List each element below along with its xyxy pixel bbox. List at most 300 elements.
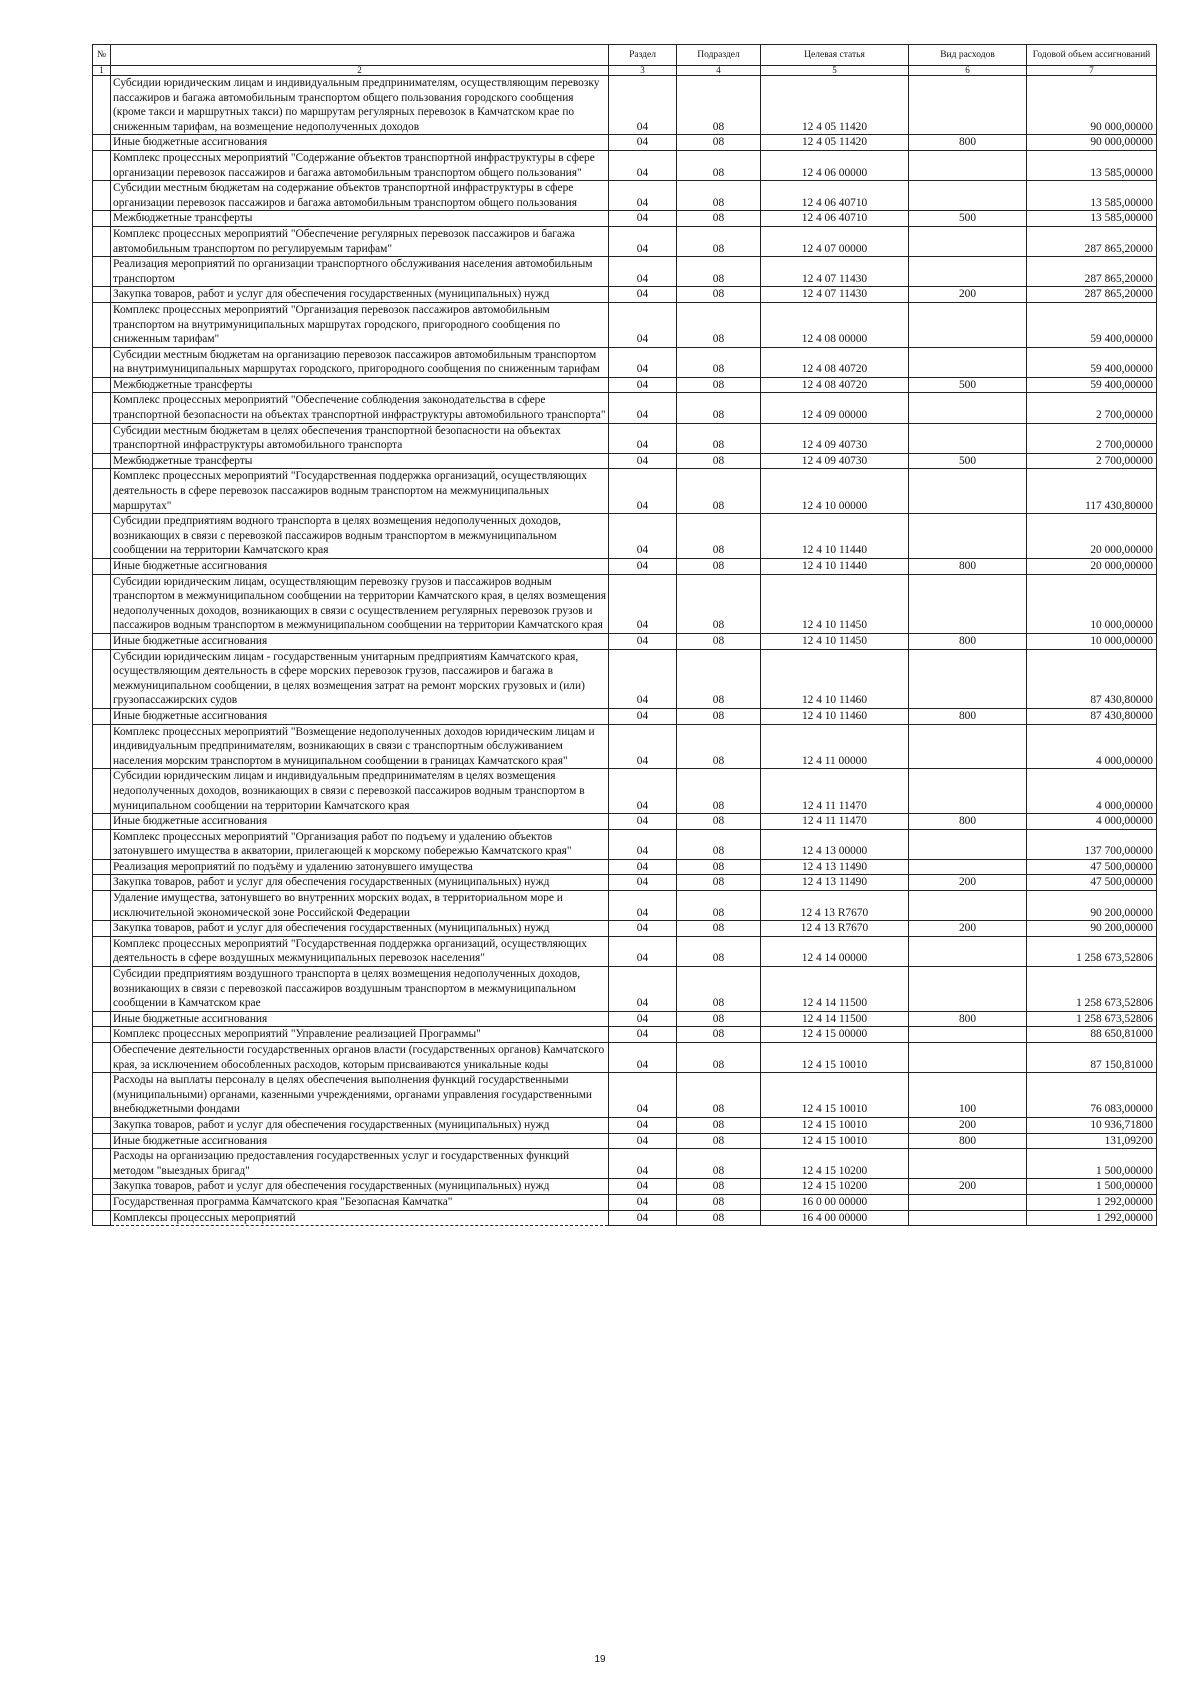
table-row xyxy=(93,76,1157,135)
row-number-cell xyxy=(93,1043,111,1073)
row-amount-cell: 1 258 673,52806 xyxy=(1027,967,1157,1012)
col-header-razdel: Раздел xyxy=(609,45,677,66)
table-row xyxy=(93,921,1157,937)
row-podrazdel-cell: 08 xyxy=(677,1210,761,1226)
row-name-cell: Расходы на организацию предоставления государственных услуг и государственных функций методом "выездных бригад" xyxy=(111,1149,609,1179)
row-number-cell xyxy=(93,377,111,393)
row-amount-cell: 287 865,20000 xyxy=(1027,287,1157,303)
row-name-cell: Межбюджетные трансферты xyxy=(111,211,609,227)
row-vid-cell: 800 xyxy=(909,708,1027,724)
table-row xyxy=(93,257,1157,287)
row-podrazdel-cell: 08 xyxy=(677,829,761,859)
table-row xyxy=(93,724,1157,769)
row-amount-cell: 287 865,20000 xyxy=(1027,226,1157,256)
row-target-cell: 12 4 10 11440 xyxy=(761,559,909,575)
table-row xyxy=(93,181,1157,211)
row-name-cell: Межбюджетные трансферты xyxy=(111,453,609,469)
row-number-cell xyxy=(93,287,111,303)
row-razdel-cell: 04 xyxy=(609,135,677,151)
row-number-cell xyxy=(93,393,111,423)
row-vid-cell xyxy=(909,226,1027,256)
row-podrazdel-cell: 08 xyxy=(677,514,761,559)
row-name-cell: Реализация мероприятий по организации транспортного обслуживания населения автомобильным транспортом xyxy=(111,257,609,287)
col-header-name xyxy=(111,45,609,66)
column-number: 1 xyxy=(93,66,111,76)
row-podrazdel-cell: 08 xyxy=(677,393,761,423)
table-row xyxy=(93,574,1157,633)
row-amount-cell: 2 700,00000 xyxy=(1027,393,1157,423)
row-number-cell xyxy=(93,1073,111,1118)
col-header-vid: Вид расходов xyxy=(909,45,1027,66)
table-row xyxy=(93,302,1157,347)
row-amount-cell: 20 000,00000 xyxy=(1027,559,1157,575)
row-podrazdel-cell: 08 xyxy=(677,150,761,180)
column-numbers-row xyxy=(93,66,1157,76)
row-amount-cell: 1 500,00000 xyxy=(1027,1179,1157,1195)
row-amount-cell: 117 430,80000 xyxy=(1027,469,1157,514)
row-number-cell xyxy=(93,257,111,287)
row-vid-cell: 800 xyxy=(909,1133,1027,1149)
table-row xyxy=(93,135,1157,151)
row-number-cell xyxy=(93,181,111,211)
table-row xyxy=(93,1194,1157,1210)
table-row xyxy=(93,649,1157,708)
row-amount-cell: 87 430,80000 xyxy=(1027,649,1157,708)
row-podrazdel-cell: 08 xyxy=(677,559,761,575)
row-number-cell xyxy=(93,514,111,559)
row-target-cell: 12 4 15 10010 xyxy=(761,1117,909,1133)
row-podrazdel-cell: 08 xyxy=(677,1133,761,1149)
row-amount-cell: 10 000,00000 xyxy=(1027,633,1157,649)
row-vid-cell xyxy=(909,967,1027,1012)
table-row xyxy=(93,936,1157,966)
row-amount-cell: 87 150,81000 xyxy=(1027,1043,1157,1073)
column-number: 2 xyxy=(111,66,609,76)
row-name-cell: Комплекс процессных мероприятий "Обеспечение регулярных перевозок пассажиров и багажа автомобильным транспортом по регулируемым тарифам" xyxy=(111,226,609,256)
table-row xyxy=(93,1133,1157,1149)
row-podrazdel-cell: 08 xyxy=(677,469,761,514)
row-number-cell xyxy=(93,211,111,227)
row-number-cell xyxy=(93,1179,111,1195)
row-amount-cell: 88 650,81000 xyxy=(1027,1027,1157,1043)
row-name-cell: Расходы на выплаты персоналу в целях обеспечения выполнения функций государственными (муниципальными) органами, казенными учреждениями, органами управления государственными внебюджетными фондами xyxy=(111,1073,609,1118)
row-vid-cell: 500 xyxy=(909,377,1027,393)
row-target-cell: 12 4 06 40710 xyxy=(761,211,909,227)
row-podrazdel-cell: 08 xyxy=(677,257,761,287)
row-amount-cell: 90 000,00000 xyxy=(1027,76,1157,135)
row-number-cell xyxy=(93,633,111,649)
row-amount-cell: 1 292,00000 xyxy=(1027,1210,1157,1226)
row-target-cell: 12 4 06 40710 xyxy=(761,181,909,211)
row-target-cell: 12 4 13 R7670 xyxy=(761,891,909,921)
row-razdel-cell: 04 xyxy=(609,724,677,769)
row-amount-cell: 47 500,00000 xyxy=(1027,875,1157,891)
row-number-cell xyxy=(93,574,111,633)
row-name-cell: Государственная программа Камчатского края "Безопасная Камчатка" xyxy=(111,1194,609,1210)
row-razdel-cell: 04 xyxy=(609,514,677,559)
row-vid-cell: 800 xyxy=(909,1011,1027,1027)
table-row xyxy=(93,287,1157,303)
row-target-cell: 12 4 10 11450 xyxy=(761,633,909,649)
row-vid-cell xyxy=(909,859,1027,875)
row-number-cell xyxy=(93,649,111,708)
row-podrazdel-cell: 08 xyxy=(677,1179,761,1195)
row-amount-cell: 10 000,00000 xyxy=(1027,574,1157,633)
row-vid-cell xyxy=(909,514,1027,559)
row-razdel-cell: 04 xyxy=(609,1117,677,1133)
row-vid-cell xyxy=(909,393,1027,423)
row-podrazdel-cell: 08 xyxy=(677,1073,761,1118)
col-header-podrazdel: Подраздел xyxy=(677,45,761,66)
row-amount-cell: 90 200,00000 xyxy=(1027,921,1157,937)
table-row xyxy=(93,226,1157,256)
row-podrazdel-cell: 08 xyxy=(677,814,761,830)
row-amount-cell: 87 430,80000 xyxy=(1027,708,1157,724)
row-target-cell: 12 4 13 R7670 xyxy=(761,921,909,937)
row-vid-cell xyxy=(909,1149,1027,1179)
row-amount-cell: 1 500,00000 xyxy=(1027,1149,1157,1179)
row-number-cell xyxy=(93,302,111,347)
row-target-cell: 12 4 10 00000 xyxy=(761,469,909,514)
row-podrazdel-cell: 08 xyxy=(677,1149,761,1179)
row-number-cell xyxy=(93,1210,111,1226)
row-name-cell: Комплекс процессных мероприятий "Обеспечение соблюдения законодательства в сфере транспортной безопасности на объектах транспортной инфраструктуры автомобильного транспорта" xyxy=(111,393,609,423)
column-number: 4 xyxy=(677,66,761,76)
row-number-cell xyxy=(93,347,111,377)
row-target-cell: 12 4 05 11420 xyxy=(761,135,909,151)
row-target-cell: 12 4 11 11470 xyxy=(761,814,909,830)
table-row xyxy=(93,377,1157,393)
row-vid-cell: 500 xyxy=(909,453,1027,469)
row-name-cell: Иные бюджетные ассигнования xyxy=(111,708,609,724)
column-number: 3 xyxy=(609,66,677,76)
row-podrazdel-cell: 08 xyxy=(677,633,761,649)
row-number-cell xyxy=(93,1027,111,1043)
row-target-cell: 12 4 10 11460 xyxy=(761,649,909,708)
table-row xyxy=(93,469,1157,514)
row-razdel-cell: 04 xyxy=(609,859,677,875)
row-podrazdel-cell: 08 xyxy=(677,76,761,135)
row-vid-cell: 200 xyxy=(909,1179,1027,1195)
table-row xyxy=(93,514,1157,559)
document-page xyxy=(92,44,1156,1226)
table-row xyxy=(93,1073,1157,1118)
row-vid-cell xyxy=(909,181,1027,211)
column-number: 5 xyxy=(761,66,909,76)
row-razdel-cell: 04 xyxy=(609,891,677,921)
row-razdel-cell: 04 xyxy=(609,633,677,649)
row-razdel-cell: 04 xyxy=(609,1149,677,1179)
row-razdel-cell: 04 xyxy=(609,708,677,724)
row-number-cell xyxy=(93,150,111,180)
row-razdel-cell: 04 xyxy=(609,649,677,708)
row-podrazdel-cell: 08 xyxy=(677,574,761,633)
row-name-cell: Иные бюджетные ассигнования xyxy=(111,559,609,575)
row-target-cell: 12 4 13 11490 xyxy=(761,859,909,875)
table-row xyxy=(93,829,1157,859)
row-podrazdel-cell: 08 xyxy=(677,1194,761,1210)
row-name-cell: Закупка товаров, работ и услуг для обеспечения государственных (муниципальных) нужд xyxy=(111,287,609,303)
row-name-cell: Субсидии местным бюджетам на организацию перевозок пассажиров автомобильным транспортом на внутримуниципальных маршрутах городского, пригородного сообщения по сниженным тарифам xyxy=(111,347,609,377)
row-amount-cell: 1 258 673,52806 xyxy=(1027,936,1157,966)
row-target-cell: 12 4 15 10200 xyxy=(761,1149,909,1179)
row-podrazdel-cell: 08 xyxy=(677,649,761,708)
row-target-cell: 12 4 13 00000 xyxy=(761,829,909,859)
row-number-cell xyxy=(93,859,111,875)
row-name-cell: Закупка товаров, работ и услуг для обеспечения государственных (муниципальных) нужд xyxy=(111,1117,609,1133)
row-name-cell: Комплекс процессных мероприятий "Возмещение недополученных доходов юридическим лицам и индивидуальным предпринимателям, возникающих в связи с транспортным обслуживанием населения морским транспортом в муниципальном сообщении в границах Камчатского края" xyxy=(111,724,609,769)
row-podrazdel-cell: 08 xyxy=(677,967,761,1012)
row-name-cell: Реализация мероприятий по подъёму и удалению затонувшего имущества xyxy=(111,859,609,875)
row-number-cell xyxy=(93,1149,111,1179)
row-podrazdel-cell: 08 xyxy=(677,921,761,937)
row-vid-cell: 800 xyxy=(909,135,1027,151)
row-razdel-cell: 04 xyxy=(609,1133,677,1149)
table-row xyxy=(93,769,1157,814)
row-razdel-cell: 04 xyxy=(609,967,677,1012)
row-podrazdel-cell: 08 xyxy=(677,377,761,393)
row-name-cell: Комплекс процессных мероприятий "Государственная поддержка организаций, осуществляющих деятельность в сфере воздушных межмуниципальных перевозок населения" xyxy=(111,936,609,966)
table-row xyxy=(93,875,1157,891)
table-row xyxy=(93,1117,1157,1133)
row-razdel-cell: 04 xyxy=(609,814,677,830)
row-target-cell: 12 4 14 00000 xyxy=(761,936,909,966)
row-vid-cell xyxy=(909,76,1027,135)
table-row xyxy=(93,1043,1157,1073)
row-number-cell xyxy=(93,829,111,859)
table-row xyxy=(93,1210,1157,1226)
row-amount-cell: 90 000,00000 xyxy=(1027,135,1157,151)
row-name-cell: Субсидии предприятиям водного транспорта в целях возмещения недополученных доходов, возникающих в связи с перевозкой пассажиров водным транспортом в межмуниципальном сообщении на территории Камчатского края xyxy=(111,514,609,559)
row-amount-cell: 59 400,00000 xyxy=(1027,302,1157,347)
row-target-cell: 12 4 15 10010 xyxy=(761,1133,909,1149)
row-number-cell xyxy=(93,469,111,514)
row-name-cell: Закупка товаров, работ и услуг для обеспечения государственных (муниципальных) нужд xyxy=(111,1179,609,1195)
table-row xyxy=(93,1011,1157,1027)
row-name-cell: Комплекс процессных мероприятий "Организация работ по подъему и удалению объектов затонувшего имущества в акватории, прилегающей к морскому побережью Камчатского края" xyxy=(111,829,609,859)
row-amount-cell: 2 700,00000 xyxy=(1027,453,1157,469)
row-razdel-cell: 04 xyxy=(609,1179,677,1195)
row-number-cell xyxy=(93,708,111,724)
row-target-cell: 12 4 08 40720 xyxy=(761,347,909,377)
row-vid-cell: 200 xyxy=(909,287,1027,303)
row-target-cell: 12 4 07 11430 xyxy=(761,287,909,303)
row-name-cell: Субсидии юридическим лицам - государственным унитарным предприятиям Камчатского края, осуществляющим деятельность в сфере морских перевозок грузов, пассажиров и багажа в межмуниципальном сообщении, в целях возмещения затрат на ремонт морских грузовых и (или) грузопассажирских судов xyxy=(111,649,609,708)
row-razdel-cell: 04 xyxy=(609,1210,677,1226)
row-name-cell: Иные бюджетные ассигнования xyxy=(111,633,609,649)
row-amount-cell: 1 258 673,52806 xyxy=(1027,1011,1157,1027)
row-razdel-cell: 04 xyxy=(609,1194,677,1210)
row-podrazdel-cell: 08 xyxy=(677,891,761,921)
table-row xyxy=(93,211,1157,227)
row-podrazdel-cell: 08 xyxy=(677,708,761,724)
table-row xyxy=(93,559,1157,575)
row-name-cell: Иные бюджетные ассигнования xyxy=(111,1011,609,1027)
row-razdel-cell: 04 xyxy=(609,302,677,347)
table-row xyxy=(93,891,1157,921)
row-razdel-cell: 04 xyxy=(609,829,677,859)
row-vid-cell: 500 xyxy=(909,211,1027,227)
row-name-cell: Субсидии юридическим лицам и индивидуальным предпринимателям, осуществляющим перевозку пассажиров и багажа автомобильным транспортом общего пользования городского сообщения (кроме такси и маршрутных такси) по маршрутам регулярных перевозок в Камчатском крае по сниженным тарифам, на возмещение недополученных доходов xyxy=(111,76,609,135)
row-vid-cell xyxy=(909,829,1027,859)
row-razdel-cell: 04 xyxy=(609,453,677,469)
row-name-cell: Закупка товаров, работ и услуг для обеспечения государственных (муниципальных) нужд xyxy=(111,875,609,891)
row-razdel-cell: 04 xyxy=(609,257,677,287)
row-name-cell: Иные бюджетные ассигнования xyxy=(111,1133,609,1149)
row-target-cell: 12 4 14 11500 xyxy=(761,1011,909,1027)
row-target-cell: 12 4 09 40730 xyxy=(761,423,909,453)
row-vid-cell xyxy=(909,574,1027,633)
row-vid-cell xyxy=(909,1210,1027,1226)
row-target-cell: 12 4 07 00000 xyxy=(761,226,909,256)
row-vid-cell xyxy=(909,347,1027,377)
table-row xyxy=(93,1027,1157,1043)
row-vid-cell: 800 xyxy=(909,633,1027,649)
row-number-cell xyxy=(93,423,111,453)
row-amount-cell: 137 700,00000 xyxy=(1027,829,1157,859)
row-number-cell xyxy=(93,1117,111,1133)
row-name-cell: Субсидии местным бюджетам на содержание объектов транспортной инфраструктуры в сфере организации перевозок пассажиров и багажа автомобильным транспортом общего пользования xyxy=(111,181,609,211)
row-number-cell xyxy=(93,453,111,469)
row-razdel-cell: 04 xyxy=(609,377,677,393)
row-amount-cell: 47 500,00000 xyxy=(1027,859,1157,875)
table-body xyxy=(93,76,1157,1226)
row-vid-cell: 200 xyxy=(909,875,1027,891)
row-name-cell: Субсидии юридическим лицам и индивидуальным предпринимателям в целях возмещения недополученных доходов, возникающих в связи с перевозкой пассажиров водным транспортом в муниципальном сообщении на территории Камчатского края xyxy=(111,769,609,814)
row-name-cell: Обеспечение деятельности государственных органов власти (государственных органов) Камчатского края, за исключением обособленных расходов, которым присваиваются уникальные коды xyxy=(111,1043,609,1073)
table-row xyxy=(93,814,1157,830)
row-amount-cell: 90 200,00000 xyxy=(1027,891,1157,921)
row-target-cell: 12 4 13 11490 xyxy=(761,875,909,891)
row-podrazdel-cell: 08 xyxy=(677,181,761,211)
row-podrazdel-cell: 08 xyxy=(677,769,761,814)
row-amount-cell: 59 400,00000 xyxy=(1027,377,1157,393)
row-name-cell: Субсидии местным бюджетам в целях обеспечения транспортной безопасности на объектах транспортной инфраструктуры автомобильного транспорта xyxy=(111,423,609,453)
row-target-cell: 12 4 11 00000 xyxy=(761,724,909,769)
row-amount-cell: 13 585,00000 xyxy=(1027,211,1157,227)
row-number-cell xyxy=(93,226,111,256)
row-target-cell: 12 4 08 00000 xyxy=(761,302,909,347)
row-vid-cell xyxy=(909,302,1027,347)
row-razdel-cell: 04 xyxy=(609,769,677,814)
table-row xyxy=(93,347,1157,377)
row-target-cell: 12 4 10 11460 xyxy=(761,708,909,724)
table-row xyxy=(93,708,1157,724)
row-podrazdel-cell: 08 xyxy=(677,1011,761,1027)
table-row xyxy=(93,150,1157,180)
row-podrazdel-cell: 08 xyxy=(677,347,761,377)
table-row xyxy=(93,1149,1157,1179)
row-razdel-cell: 04 xyxy=(609,423,677,453)
row-number-cell xyxy=(93,891,111,921)
row-target-cell: 12 4 09 40730 xyxy=(761,453,909,469)
row-vid-cell: 100 xyxy=(909,1073,1027,1118)
row-target-cell: 12 4 06 00000 xyxy=(761,150,909,180)
row-razdel-cell: 04 xyxy=(609,181,677,211)
row-razdel-cell: 04 xyxy=(609,211,677,227)
row-number-cell xyxy=(93,769,111,814)
page-number: 19 xyxy=(594,1654,606,1665)
row-amount-cell: 59 400,00000 xyxy=(1027,347,1157,377)
row-podrazdel-cell: 08 xyxy=(677,1027,761,1043)
row-amount-cell: 287 865,20000 xyxy=(1027,257,1157,287)
row-name-cell: Комплексы процессных мероприятий xyxy=(111,1210,609,1226)
row-vid-cell xyxy=(909,1194,1027,1210)
row-target-cell: 12 4 09 00000 xyxy=(761,393,909,423)
row-amount-cell: 2 700,00000 xyxy=(1027,423,1157,453)
row-name-cell: Межбюджетные трансферты xyxy=(111,377,609,393)
row-number-cell xyxy=(93,1133,111,1149)
row-podrazdel-cell: 08 xyxy=(677,1117,761,1133)
row-name-cell: Комплекс процессных мероприятий "Организация перевозок пассажиров автомобильным транспортом на внутримуниципальных маршрутах городского, пригородного сообщения по сниженным тарифам" xyxy=(111,302,609,347)
row-amount-cell: 20 000,00000 xyxy=(1027,514,1157,559)
col-header-amount: Годовой объем ассигнований xyxy=(1027,45,1157,66)
table-row xyxy=(93,393,1157,423)
row-razdel-cell: 04 xyxy=(609,226,677,256)
row-amount-cell: 131,09200 xyxy=(1027,1133,1157,1149)
row-number-cell xyxy=(93,76,111,135)
row-name-cell: Комплекс процессных мероприятий "Управление реализацией Программы" xyxy=(111,1027,609,1043)
row-number-cell xyxy=(93,936,111,966)
row-name-cell: Удаление имущества, затонувшего во внутренних морских водах, в территориальном море и исключительной экономической зоне Российской Федерации xyxy=(111,891,609,921)
row-razdel-cell: 04 xyxy=(609,559,677,575)
row-podrazdel-cell: 08 xyxy=(677,211,761,227)
row-podrazdel-cell: 08 xyxy=(677,302,761,347)
header-row xyxy=(93,45,1157,66)
row-name-cell: Комплекс процессных мероприятий "Содержание объектов транспортной инфраструктуры в сфере организации перевозок пассажиров и багажа автомобильным транспортом общего пользования" xyxy=(111,150,609,180)
row-vid-cell xyxy=(909,891,1027,921)
row-razdel-cell: 04 xyxy=(609,921,677,937)
row-target-cell: 12 4 10 11450 xyxy=(761,574,909,633)
table-row xyxy=(93,967,1157,1012)
row-razdel-cell: 04 xyxy=(609,287,677,303)
row-number-cell xyxy=(93,875,111,891)
row-vid-cell xyxy=(909,649,1027,708)
row-number-cell xyxy=(93,814,111,830)
row-name-cell: Субсидии юридическим лицам, осуществляющим перевозку грузов и пассажиров водным транспортом в межмуниципальном сообщении на территории Камчатского края, в целях возмещения недополученных доходов, возникающих в связи с осуществлением регулярных перевозок грузов и пассажиров водным транспортом в межмуниципальном сообщении на территории Камчатского края xyxy=(111,574,609,633)
row-amount-cell: 13 585,00000 xyxy=(1027,181,1157,211)
row-podrazdel-cell: 08 xyxy=(677,1043,761,1073)
row-number-cell xyxy=(93,559,111,575)
row-vid-cell xyxy=(909,423,1027,453)
row-podrazdel-cell: 08 xyxy=(677,875,761,891)
row-amount-cell: 1 292,00000 xyxy=(1027,1194,1157,1210)
row-podrazdel-cell: 08 xyxy=(677,936,761,966)
row-target-cell: 12 4 07 11430 xyxy=(761,257,909,287)
row-amount-cell: 4 000,00000 xyxy=(1027,769,1157,814)
row-vid-cell xyxy=(909,257,1027,287)
row-podrazdel-cell: 08 xyxy=(677,453,761,469)
row-razdel-cell: 04 xyxy=(609,1073,677,1118)
table-row xyxy=(93,453,1157,469)
row-target-cell: 12 4 11 11470 xyxy=(761,769,909,814)
budget-table xyxy=(92,44,1157,1226)
row-target-cell: 12 4 15 10010 xyxy=(761,1073,909,1118)
row-target-cell: 16 4 00 00000 xyxy=(761,1210,909,1226)
row-podrazdel-cell: 08 xyxy=(677,226,761,256)
row-razdel-cell: 04 xyxy=(609,76,677,135)
table-row xyxy=(93,633,1157,649)
row-vid-cell: 800 xyxy=(909,814,1027,830)
table-row xyxy=(93,859,1157,875)
column-number: 6 xyxy=(909,66,1027,76)
row-razdel-cell: 04 xyxy=(609,393,677,423)
row-razdel-cell: 04 xyxy=(609,1011,677,1027)
row-razdel-cell: 04 xyxy=(609,347,677,377)
table-row xyxy=(93,423,1157,453)
row-target-cell: 16 0 00 00000 xyxy=(761,1194,909,1210)
row-name-cell: Иные бюджетные ассигнования xyxy=(111,814,609,830)
